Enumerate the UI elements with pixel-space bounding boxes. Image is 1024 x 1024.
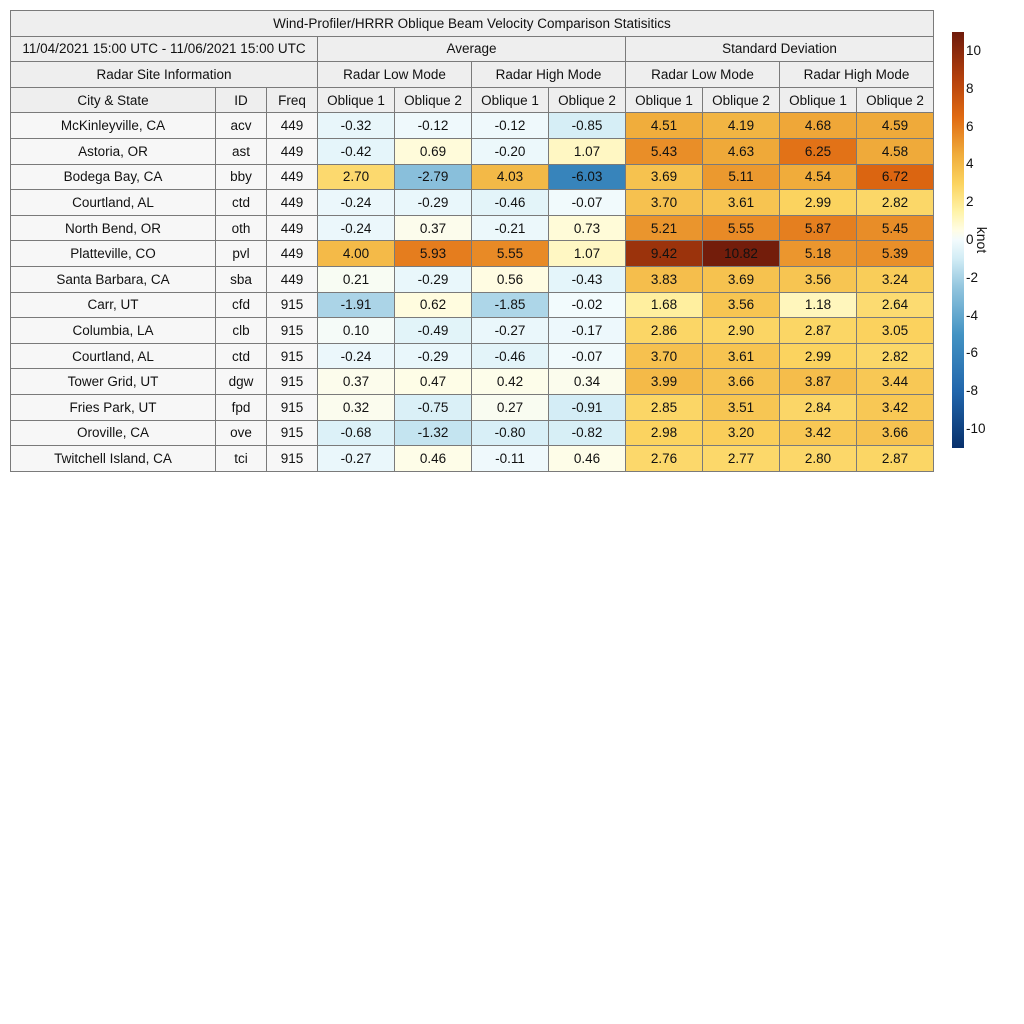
value-cell-avg-low-oblique-1: -0.24 bbox=[318, 215, 395, 241]
table-row bbox=[11, 138, 934, 164]
value-cell-sd-high-oblique-1: 3.56 bbox=[780, 266, 857, 292]
site-id: tci bbox=[216, 446, 267, 472]
table-row bbox=[11, 164, 934, 190]
value-cell-sd-high-oblique-2: 3.66 bbox=[857, 420, 934, 446]
colorbar-tick-label: 4 bbox=[966, 156, 974, 172]
value-cell-sd-high-oblique-2: 4.59 bbox=[857, 113, 934, 139]
table-title: Wind-Profiler/HRRR Oblique Beam Velocity Comparison Statisitics bbox=[11, 11, 934, 37]
statistics-table bbox=[10, 10, 934, 472]
col-header-avg-high-oblique-1: Oblique 1 bbox=[472, 87, 549, 113]
value-cell-sd-high-oblique-2: 3.05 bbox=[857, 318, 934, 344]
site-id: clb bbox=[216, 318, 267, 344]
colorbar-tick-label: 10 bbox=[966, 42, 982, 58]
site-freq: 915 bbox=[267, 446, 318, 472]
value-cell-avg-high-oblique-1: 0.42 bbox=[472, 369, 549, 395]
value-cell-avg-low-oblique-2: 5.93 bbox=[395, 241, 472, 267]
value-cell-avg-low-oblique-1: 0.32 bbox=[318, 394, 395, 420]
value-cell-avg-low-oblique-2: 0.62 bbox=[395, 292, 472, 318]
std-dev-header: Standard Deviation bbox=[626, 36, 934, 62]
site-id: dgw bbox=[216, 369, 267, 395]
site-city: Fries Park, UT bbox=[11, 394, 216, 420]
value-cell-avg-low-oblique-1: -0.32 bbox=[318, 113, 395, 139]
value-cell-sd-high-oblique-1: 2.80 bbox=[780, 446, 857, 472]
site-city: North Bend, OR bbox=[11, 215, 216, 241]
value-cell-sd-low-oblique-2: 3.61 bbox=[703, 190, 780, 216]
value-cell-sd-high-oblique-1: 4.54 bbox=[780, 164, 857, 190]
value-cell-sd-high-oblique-2: 5.39 bbox=[857, 241, 934, 267]
value-cell-sd-high-oblique-1: 2.84 bbox=[780, 394, 857, 420]
col-header-avg-low-oblique-2: Oblique 2 bbox=[395, 87, 472, 113]
col-header-sd-high-oblique-2: Oblique 2 bbox=[857, 87, 934, 113]
value-cell-avg-low-oblique-1: 0.37 bbox=[318, 369, 395, 395]
value-cell-avg-high-oblique-1: -0.20 bbox=[472, 138, 549, 164]
table-row bbox=[11, 446, 934, 472]
value-cell-sd-low-oblique-2: 4.19 bbox=[703, 113, 780, 139]
value-cell-sd-high-oblique-1: 4.68 bbox=[780, 113, 857, 139]
table-row bbox=[11, 292, 934, 318]
value-cell-avg-high-oblique-1: 0.27 bbox=[472, 394, 549, 420]
value-cell-avg-low-oblique-2: -0.29 bbox=[395, 190, 472, 216]
value-cell-avg-high-oblique-2: -0.82 bbox=[549, 420, 626, 446]
site-city: Courtland, AL bbox=[11, 343, 216, 369]
value-cell-sd-low-oblique-1: 2.76 bbox=[626, 446, 703, 472]
value-cell-sd-low-oblique-2: 2.90 bbox=[703, 318, 780, 344]
table-row bbox=[11, 266, 934, 292]
value-cell-sd-low-oblique-1: 3.69 bbox=[626, 164, 703, 190]
value-cell-avg-low-oblique-1: -0.24 bbox=[318, 343, 395, 369]
value-cell-sd-low-oblique-1: 5.21 bbox=[626, 215, 703, 241]
value-cell-avg-low-oblique-1: -1.91 bbox=[318, 292, 395, 318]
value-cell-sd-low-oblique-2: 4.63 bbox=[703, 138, 780, 164]
table-row bbox=[11, 318, 934, 344]
value-cell-sd-low-oblique-2: 3.61 bbox=[703, 343, 780, 369]
site-city: McKinleyville, CA bbox=[11, 113, 216, 139]
colorbar-tick-label: 0 bbox=[966, 232, 974, 247]
value-cell-avg-low-oblique-2: -0.49 bbox=[395, 318, 472, 344]
value-cell-avg-low-oblique-2: -0.29 bbox=[395, 343, 472, 369]
site-freq: 915 bbox=[267, 420, 318, 446]
colorbar-label: knot bbox=[974, 226, 990, 254]
site-id: cfd bbox=[216, 292, 267, 318]
value-cell-sd-low-oblique-2: 5.55 bbox=[703, 215, 780, 241]
value-cell-avg-high-oblique-1: -0.27 bbox=[472, 318, 549, 344]
value-cell-sd-low-oblique-1: 2.85 bbox=[626, 394, 703, 420]
value-cell-avg-high-oblique-2: -0.85 bbox=[549, 113, 626, 139]
site-id: ctd bbox=[216, 343, 267, 369]
colorbar-tick-label: -4 bbox=[966, 307, 979, 323]
value-cell-avg-low-oblique-2: -1.32 bbox=[395, 420, 472, 446]
table-row bbox=[11, 343, 934, 369]
site-freq: 449 bbox=[267, 113, 318, 139]
value-cell-avg-low-oblique-2: 0.69 bbox=[395, 138, 472, 164]
site-city: Astoria, OR bbox=[11, 138, 216, 164]
site-id: ove bbox=[216, 420, 267, 446]
col-header-id: ID bbox=[216, 87, 267, 113]
col-header-sd-low-oblique-2: Oblique 2 bbox=[703, 87, 780, 113]
site-city: Carr, UT bbox=[11, 292, 216, 318]
value-cell-sd-high-oblique-2: 2.82 bbox=[857, 190, 934, 216]
site-id: sba bbox=[216, 266, 267, 292]
value-cell-sd-low-oblique-2: 3.66 bbox=[703, 369, 780, 395]
table-row bbox=[11, 215, 934, 241]
site-city: Bodega Bay, CA bbox=[11, 164, 216, 190]
value-cell-avg-high-oblique-1: -0.12 bbox=[472, 113, 549, 139]
value-cell-sd-high-oblique-1: 2.87 bbox=[780, 318, 857, 344]
value-cell-avg-low-oblique-2: -0.29 bbox=[395, 266, 472, 292]
table-row bbox=[11, 369, 934, 395]
value-cell-avg-high-oblique-2: 0.34 bbox=[549, 369, 626, 395]
sd-high-mode-header: Radar High Mode bbox=[780, 62, 934, 88]
site-id: pvl bbox=[216, 241, 267, 267]
value-cell-sd-low-oblique-2: 10.82 bbox=[703, 241, 780, 267]
value-cell-sd-high-oblique-2: 5.45 bbox=[857, 215, 934, 241]
value-cell-sd-high-oblique-1: 6.25 bbox=[780, 138, 857, 164]
value-cell-avg-low-oblique-1: -0.24 bbox=[318, 190, 395, 216]
site-id: oth bbox=[216, 215, 267, 241]
value-cell-sd-high-oblique-2: 2.64 bbox=[857, 292, 934, 318]
value-cell-avg-high-oblique-1: 4.03 bbox=[472, 164, 549, 190]
site-freq: 449 bbox=[267, 266, 318, 292]
table-row bbox=[11, 394, 934, 420]
value-cell-sd-high-oblique-1: 3.42 bbox=[780, 420, 857, 446]
site-freq: 449 bbox=[267, 215, 318, 241]
value-cell-sd-low-oblique-2: 3.56 bbox=[703, 292, 780, 318]
col-header-city: City & State bbox=[11, 87, 216, 113]
value-cell-avg-high-oblique-2: 1.07 bbox=[549, 138, 626, 164]
site-freq: 449 bbox=[267, 190, 318, 216]
value-cell-sd-high-oblique-1: 2.99 bbox=[780, 343, 857, 369]
site-city: Columbia, LA bbox=[11, 318, 216, 344]
site-city: Oroville, CA bbox=[11, 420, 216, 446]
value-cell-avg-high-oblique-2: -0.91 bbox=[549, 394, 626, 420]
value-cell-sd-low-oblique-1: 3.83 bbox=[626, 266, 703, 292]
value-cell-avg-low-oblique-1: 0.21 bbox=[318, 266, 395, 292]
value-cell-avg-high-oblique-1: -0.46 bbox=[472, 343, 549, 369]
value-cell-sd-high-oblique-2: 4.58 bbox=[857, 138, 934, 164]
value-cell-avg-low-oblique-2: 0.37 bbox=[395, 215, 472, 241]
value-cell-avg-high-oblique-2: 0.73 bbox=[549, 215, 626, 241]
site-city: Santa Barbara, CA bbox=[11, 266, 216, 292]
date-range: 11/04/2021 15:00 UTC - 11/06/2021 15:00 UTC bbox=[11, 36, 318, 62]
value-cell-avg-high-oblique-2: 1.07 bbox=[549, 241, 626, 267]
value-cell-sd-low-oblique-1: 9.42 bbox=[626, 241, 703, 267]
colorbar-tick-label: -10 bbox=[966, 421, 986, 437]
value-cell-avg-low-oblique-2: -2.79 bbox=[395, 164, 472, 190]
value-cell-sd-low-oblique-2: 3.51 bbox=[703, 394, 780, 420]
value-cell-avg-high-oblique-1: -0.80 bbox=[472, 420, 549, 446]
value-cell-avg-high-oblique-2: -0.17 bbox=[549, 318, 626, 344]
value-cell-sd-high-oblique-2: 3.44 bbox=[857, 369, 934, 395]
value-cell-sd-high-oblique-1: 2.99 bbox=[780, 190, 857, 216]
value-cell-sd-low-oblique-2: 3.69 bbox=[703, 266, 780, 292]
mode-row bbox=[11, 62, 934, 88]
value-cell-sd-high-oblique-2: 2.87 bbox=[857, 446, 934, 472]
site-freq: 915 bbox=[267, 394, 318, 420]
col-header-sd-low-oblique-1: Oblique 1 bbox=[626, 87, 703, 113]
col-header-sd-high-oblique-1: Oblique 1 bbox=[780, 87, 857, 113]
value-cell-avg-high-oblique-2: -0.07 bbox=[549, 190, 626, 216]
site-id: fpd bbox=[216, 394, 267, 420]
value-cell-sd-low-oblique-1: 3.99 bbox=[626, 369, 703, 395]
value-cell-sd-low-oblique-1: 3.70 bbox=[626, 343, 703, 369]
col-header-avg-high-oblique-2: Oblique 2 bbox=[549, 87, 626, 113]
value-cell-avg-low-oblique-1: 2.70 bbox=[318, 164, 395, 190]
colorbar-tick-label: -6 bbox=[966, 345, 979, 361]
value-cell-sd-high-oblique-1: 5.18 bbox=[780, 241, 857, 267]
value-cell-avg-high-oblique-1: 5.55 bbox=[472, 241, 549, 267]
colorbar-tick-label: 8 bbox=[966, 80, 974, 96]
value-cell-avg-low-oblique-2: -0.75 bbox=[395, 394, 472, 420]
site-id: ctd bbox=[216, 190, 267, 216]
value-cell-sd-low-oblique-2: 5.11 bbox=[703, 164, 780, 190]
value-cell-avg-high-oblique-2: -0.02 bbox=[549, 292, 626, 318]
value-cell-avg-high-oblique-2: -6.03 bbox=[549, 164, 626, 190]
site-freq: 915 bbox=[267, 318, 318, 344]
colorbar-tick-label: 2 bbox=[966, 194, 974, 210]
value-cell-sd-low-oblique-2: 3.20 bbox=[703, 420, 780, 446]
site-city: Platteville, CO bbox=[11, 241, 216, 267]
value-cell-sd-high-oblique-2: 3.24 bbox=[857, 266, 934, 292]
value-cell-sd-high-oblique-1: 3.87 bbox=[780, 369, 857, 395]
value-cell-avg-low-oblique-1: -0.27 bbox=[318, 446, 395, 472]
value-cell-avg-high-oblique-1: -0.11 bbox=[472, 446, 549, 472]
average-header: Average bbox=[318, 36, 626, 62]
value-cell-avg-low-oblique-1: 0.10 bbox=[318, 318, 395, 344]
title-row bbox=[11, 11, 934, 37]
value-cell-sd-high-oblique-2: 2.82 bbox=[857, 343, 934, 369]
site-id: ast bbox=[216, 138, 267, 164]
avg-low-mode-header: Radar Low Mode bbox=[318, 62, 472, 88]
value-cell-avg-low-oblique-1: 4.00 bbox=[318, 241, 395, 267]
value-cell-sd-low-oblique-1: 1.68 bbox=[626, 292, 703, 318]
table-body bbox=[11, 11, 934, 472]
period-row bbox=[11, 36, 934, 62]
table-row bbox=[11, 113, 934, 139]
value-cell-avg-low-oblique-1: -0.42 bbox=[318, 138, 395, 164]
value-cell-avg-high-oblique-2: 0.46 bbox=[549, 446, 626, 472]
value-cell-sd-high-oblique-1: 1.18 bbox=[780, 292, 857, 318]
table-row bbox=[11, 190, 934, 216]
site-freq: 449 bbox=[267, 241, 318, 267]
site-city: Tower Grid, UT bbox=[11, 369, 216, 395]
value-cell-avg-low-oblique-2: 0.47 bbox=[395, 369, 472, 395]
avg-high-mode-header: Radar High Mode bbox=[472, 62, 626, 88]
site-freq: 449 bbox=[267, 164, 318, 190]
value-cell-sd-low-oblique-1: 2.86 bbox=[626, 318, 703, 344]
value-cell-avg-high-oblique-1: -1.85 bbox=[472, 292, 549, 318]
table-row bbox=[11, 241, 934, 267]
value-cell-avg-high-oblique-2: -0.07 bbox=[549, 343, 626, 369]
colorbar-tick-label: -2 bbox=[966, 269, 979, 285]
site-city: Courtland, AL bbox=[11, 190, 216, 216]
value-cell-sd-high-oblique-2: 3.42 bbox=[857, 394, 934, 420]
site-freq: 915 bbox=[267, 292, 318, 318]
colorbar-tick-label: 6 bbox=[966, 118, 974, 134]
value-cell-sd-low-oblique-1: 2.98 bbox=[626, 420, 703, 446]
sd-low-mode-header: Radar Low Mode bbox=[626, 62, 780, 88]
value-cell-sd-low-oblique-2: 2.77 bbox=[703, 446, 780, 472]
site-id: acv bbox=[216, 113, 267, 139]
value-cell-sd-high-oblique-1: 5.87 bbox=[780, 215, 857, 241]
site-id: bby bbox=[216, 164, 267, 190]
colorbar-gradient bbox=[952, 32, 964, 448]
table-row bbox=[11, 420, 934, 446]
site-freq: 915 bbox=[267, 369, 318, 395]
value-cell-avg-high-oblique-1: -0.46 bbox=[472, 190, 549, 216]
value-cell-avg-low-oblique-2: 0.46 bbox=[395, 446, 472, 472]
site-freq: 915 bbox=[267, 343, 318, 369]
site-city: Twitchell Island, CA bbox=[11, 446, 216, 472]
site-freq: 449 bbox=[267, 138, 318, 164]
value-cell-sd-low-oblique-1: 4.51 bbox=[626, 113, 703, 139]
value-cell-sd-high-oblique-2: 6.72 bbox=[857, 164, 934, 190]
value-cell-avg-low-oblique-2: -0.12 bbox=[395, 113, 472, 139]
radar-site-info-header: Radar Site Information bbox=[11, 62, 318, 88]
value-cell-sd-low-oblique-1: 3.70 bbox=[626, 190, 703, 216]
value-cell-sd-low-oblique-1: 5.43 bbox=[626, 138, 703, 164]
col-header-freq: Freq bbox=[267, 87, 318, 113]
value-cell-avg-low-oblique-1: -0.68 bbox=[318, 420, 395, 446]
colorbar-tick-label: -8 bbox=[966, 383, 979, 399]
col-header-avg-low-oblique-1: Oblique 1 bbox=[318, 87, 395, 113]
value-cell-avg-high-oblique-1: 0.56 bbox=[472, 266, 549, 292]
value-cell-avg-high-oblique-1: -0.21 bbox=[472, 215, 549, 241]
column-header-row bbox=[11, 87, 934, 113]
value-cell-avg-high-oblique-2: -0.43 bbox=[549, 266, 626, 292]
